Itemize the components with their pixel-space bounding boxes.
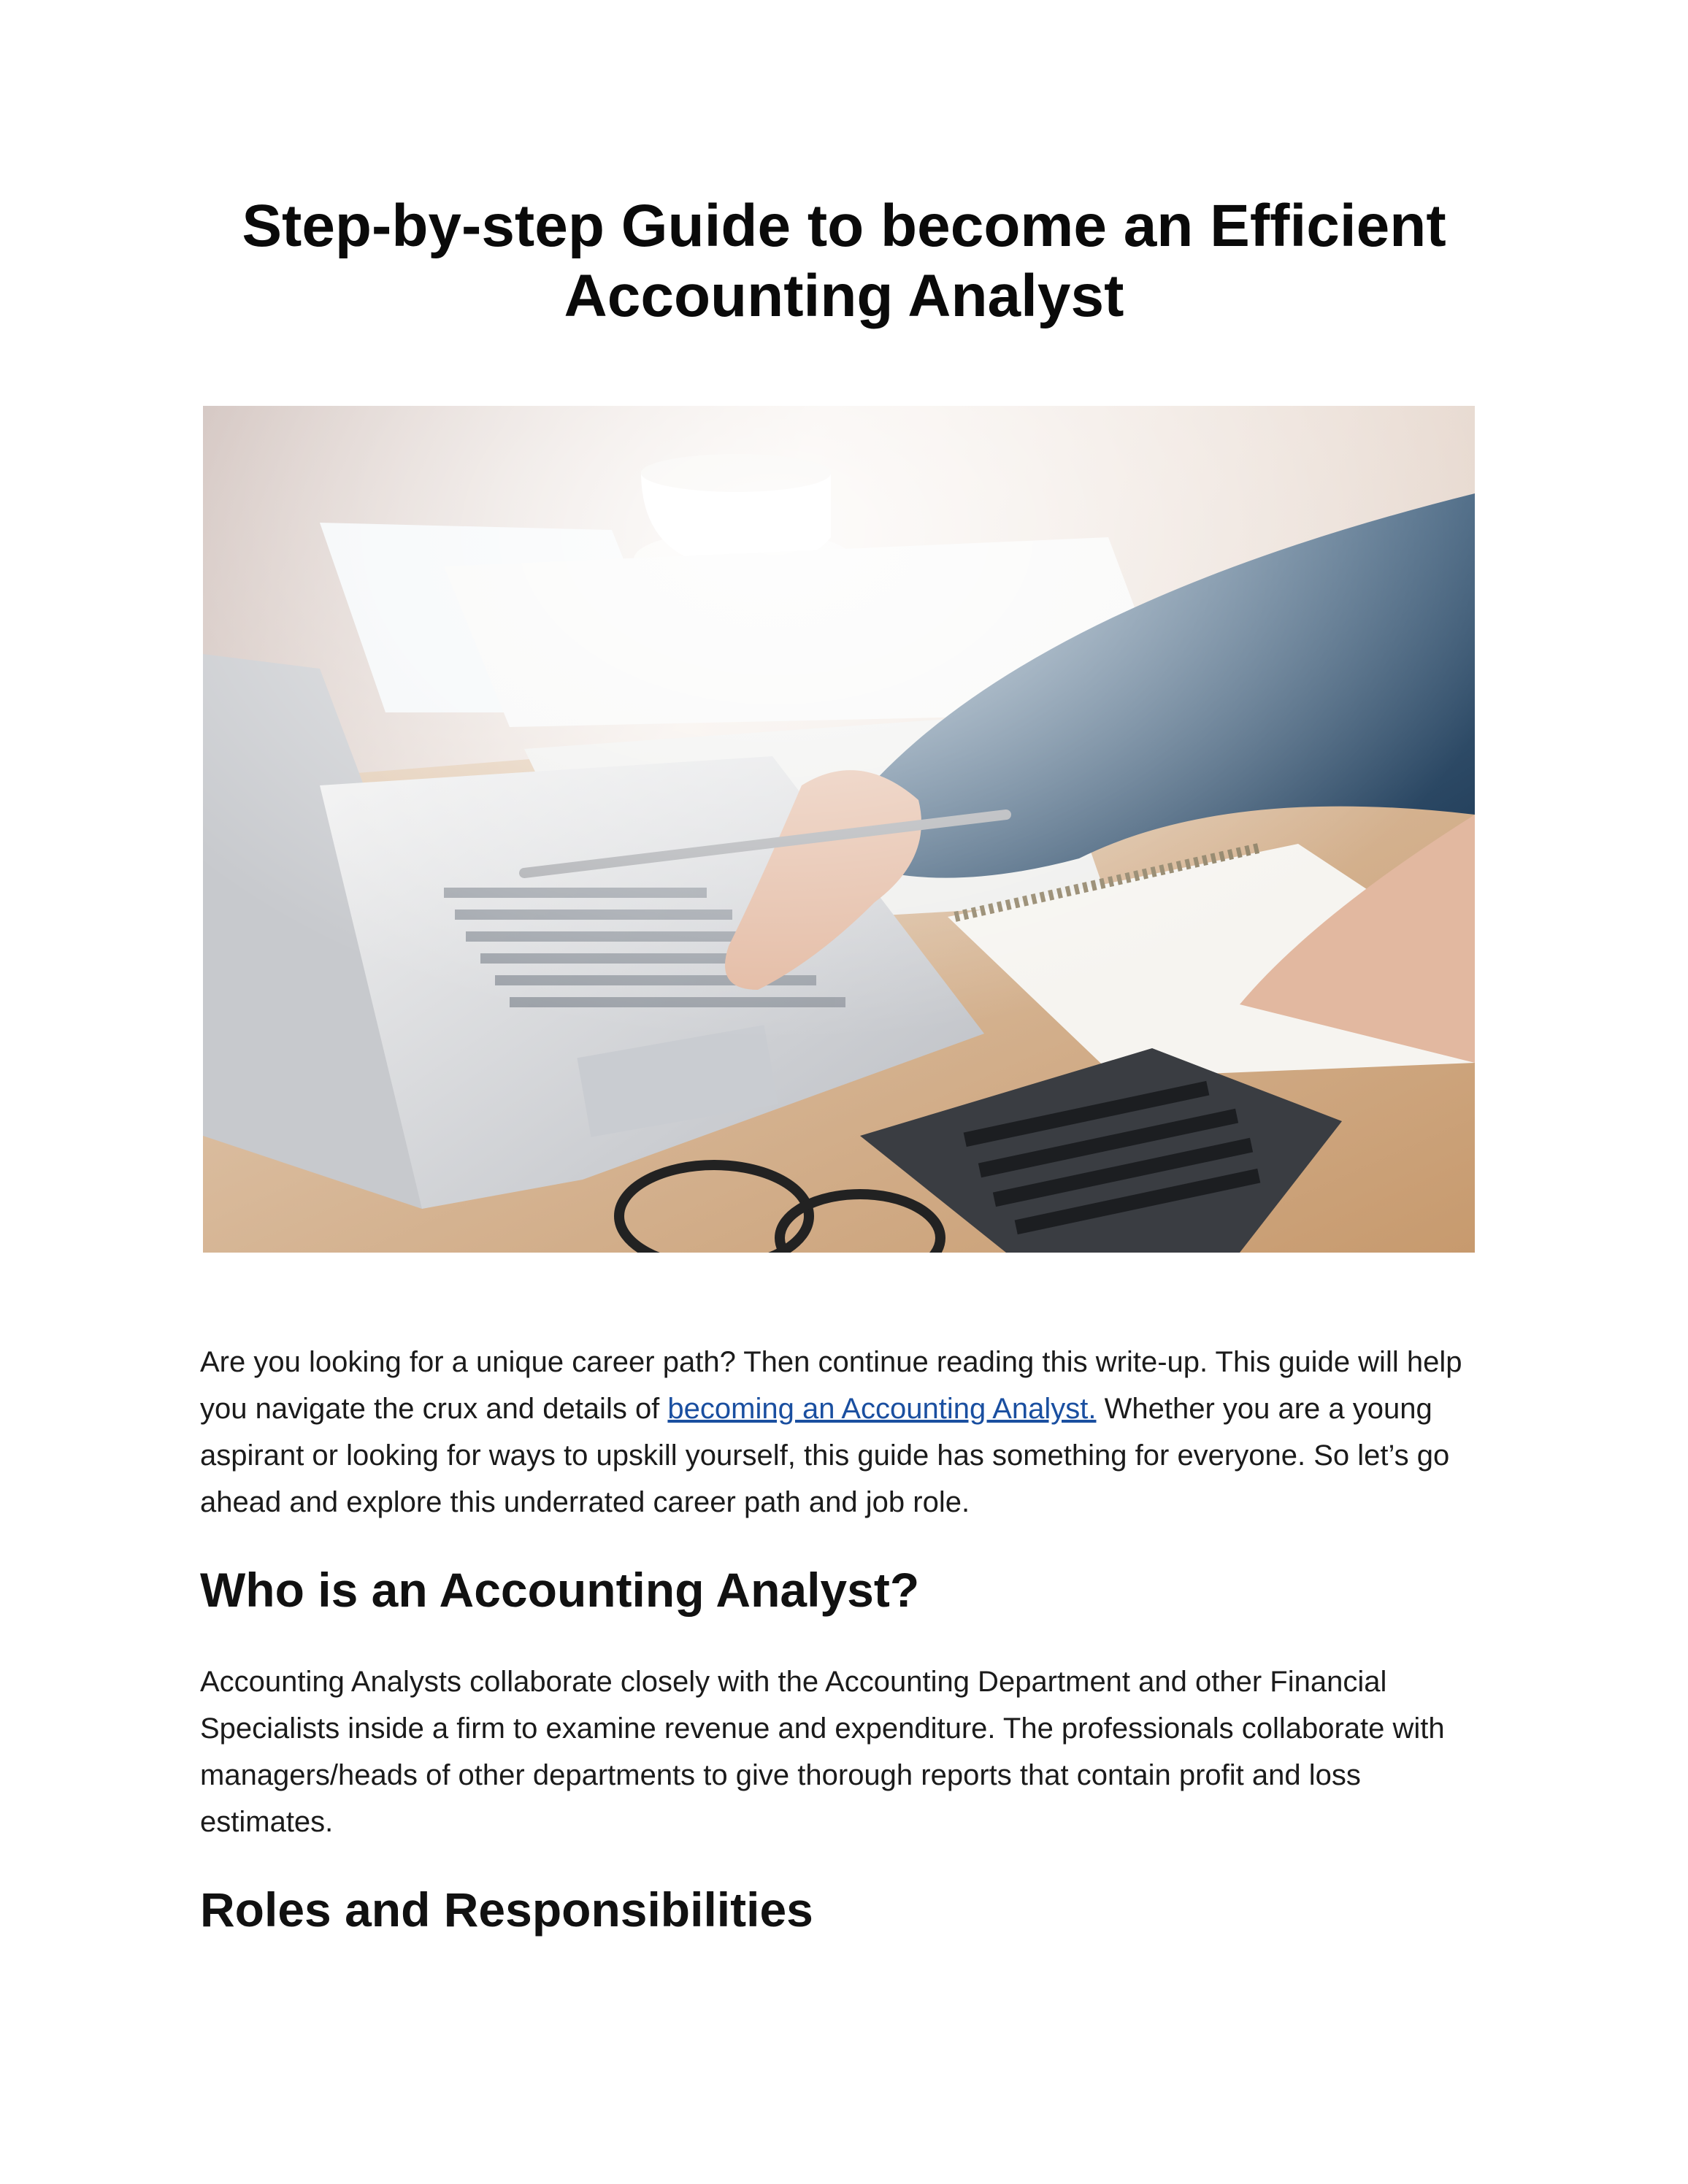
- intro-text-after-link: Whether you are a young aspirant or looking for ways to upskill yourself, this guide has something for everyone. So let’s go ahead and explore this underrated career path and job role.: [200, 1393, 1450, 1518]
- accountant-desk-illustration: [203, 406, 1475, 1253]
- title-line-2: Accounting Analyst: [564, 263, 1124, 329]
- section-heading-who-is: Who is an Accounting Analyst?: [200, 1563, 920, 1617]
- hero-photo: [203, 406, 1475, 1253]
- intro-paragraph: [200, 1339, 1500, 1526]
- page-title: [131, 191, 1557, 331]
- section-heading-roles: Roles and Responsibilities: [200, 1883, 813, 1937]
- becoming-accounting-analyst-link[interactable]: becoming an Accounting Analyst.: [667, 1393, 1097, 1425]
- section-body-who-is: Accounting Analysts collaborate closely with the Accounting Department and other Financial Specialists inside a firm to examine revenue and expenditure. The professionals collaborate with managers/heads of other departments to give thorough reports that contain profit and loss estimates.: [200, 1666, 1445, 1838]
- intro-text-before-link: Are you looking for a unique career path? Then continue reading this write-up. This guide will help you navigate the crux and details of: [200, 1346, 1462, 1425]
- title-line-1: Step-by-step Guide to become an Efficient: [242, 193, 1446, 259]
